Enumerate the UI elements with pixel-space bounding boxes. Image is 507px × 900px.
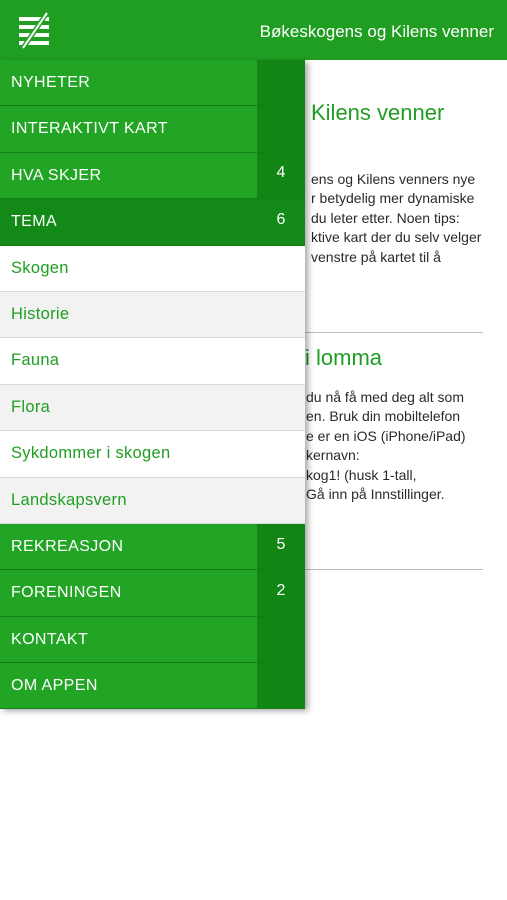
section-text xyxy=(311,170,481,267)
menu-item-nyheter[interactable] xyxy=(0,60,305,106)
text-line: ktive kart der du selv velger xyxy=(311,229,482,246)
navigation-drawer xyxy=(0,60,305,709)
text-line: kernavn: xyxy=(306,447,360,464)
menu-item-count: 6 xyxy=(257,199,305,244)
submenu-item-label: Sykdommer i skogen xyxy=(11,444,171,463)
app-title: Bøkeskogens og Kilens venner xyxy=(259,22,494,41)
text-line: venstre på kartet til å xyxy=(311,248,441,265)
menu-item-count: 5 xyxy=(257,524,305,569)
text-line: kog1! (husk 1-tall, xyxy=(306,466,417,483)
menu-item-kontakt[interactable] xyxy=(0,617,305,663)
text-line: du leter etter. Noen tips: xyxy=(311,209,460,226)
menu-item-label: REKREASJON xyxy=(11,537,124,555)
menu-item-rekreasjon[interactable] xyxy=(0,524,305,570)
text-line: e er en iOS (iPhone/iPad) xyxy=(306,427,466,444)
menu-item-count: 2 xyxy=(257,570,305,615)
section-heading: i lomma xyxy=(305,345,383,370)
submenu-item-label: Flora xyxy=(11,397,51,416)
app-logo-menu-icon[interactable] xyxy=(14,10,54,50)
submenu-item-label: Landskapsvern xyxy=(11,490,127,509)
menu-item-hva-skjer[interactable] xyxy=(0,153,305,199)
menu-item-count xyxy=(257,106,305,151)
submenu-item-label: Historie xyxy=(11,304,70,323)
section-heading: Kilens venner xyxy=(311,100,445,125)
menu-item-label: FORENINGEN xyxy=(11,584,122,602)
submenu-item-historie[interactable] xyxy=(0,292,305,338)
menu-item-label: NYHETER xyxy=(11,74,91,91)
menu-item-count xyxy=(257,617,305,662)
text-line: en. Bruk din mobiltelefon xyxy=(306,408,461,425)
text-line: du nå få med deg alt som xyxy=(306,389,464,405)
menu-item-interaktivt-kart[interactable] xyxy=(0,106,305,152)
submenu-item-skogen[interactable] xyxy=(0,246,305,292)
menu-item-label: KONTAKT xyxy=(11,630,89,648)
submenu-item-flora[interactable] xyxy=(0,385,305,431)
text-line: ens og Kilens venners nye xyxy=(311,171,476,187)
menu-item-om-appen[interactable] xyxy=(0,663,305,709)
menu-item-count: 4 xyxy=(257,153,305,198)
menu-item-foreningen[interactable] xyxy=(0,570,305,616)
submenu-item-landskapsvern[interactable] xyxy=(0,478,305,524)
submenu-item-fauna[interactable] xyxy=(0,338,305,384)
menu-item-label: HVA SKJER xyxy=(11,166,102,184)
submenu-item-sykdommer[interactable] xyxy=(0,431,305,477)
submenu-item-label: Fauna xyxy=(11,351,60,370)
app-header xyxy=(0,0,507,60)
submenu-item-label: Skogen xyxy=(11,258,69,277)
section-text xyxy=(306,388,466,504)
menu-item-label: INTERAKTIVT KART xyxy=(11,120,168,138)
menu-item-label: OM APPEN xyxy=(11,677,98,695)
menu-item-count xyxy=(257,60,305,105)
text-line: r betydelig mer dynamiske xyxy=(311,190,475,207)
menu-item-label: TEMA xyxy=(11,213,58,231)
menu-item-tema[interactable] xyxy=(0,199,305,245)
text-line: Gå inn på Innstillinger. xyxy=(306,485,445,502)
menu-item-count xyxy=(257,663,305,708)
